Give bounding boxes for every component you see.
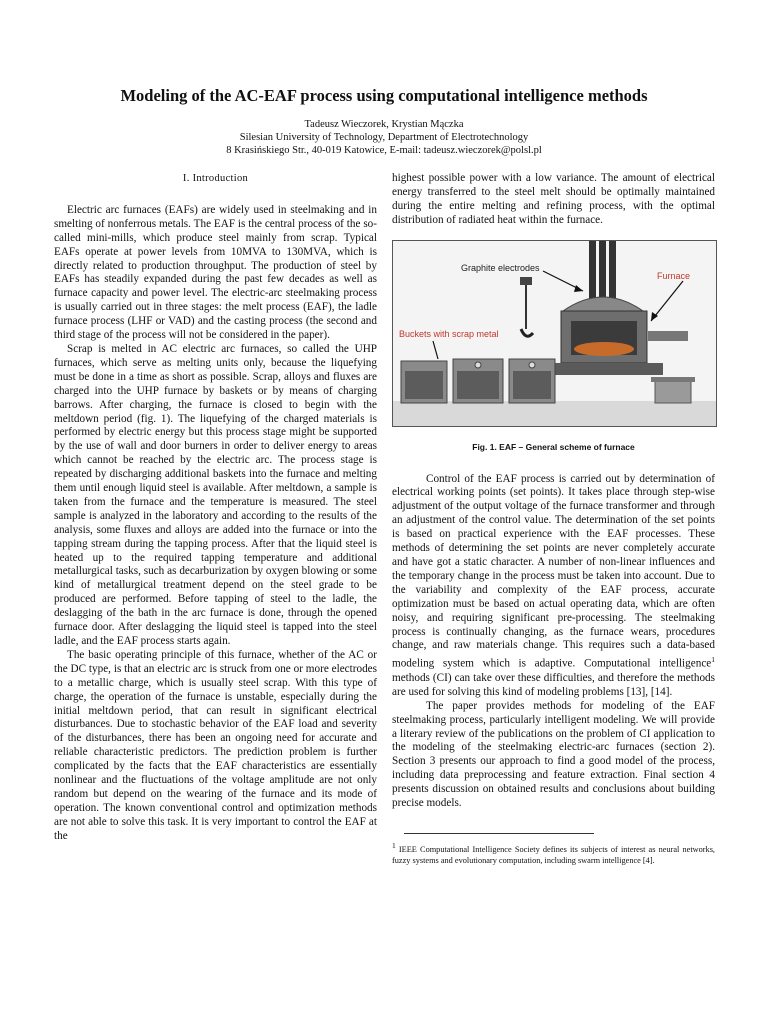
- eaf-diagram: [393, 241, 716, 426]
- author-affiliation: Silesian University of Technology, Department of Electrotechnology: [239, 132, 529, 143]
- footnote: [392, 840, 715, 866]
- figure-caption: Fig. 1. EAF – General scheme of furnace: [472, 441, 635, 452]
- author-address: 8 Krasińskiego Str., 40-019 Katowice, E-mail: tadeusz.wieczorek@polsl.pl: [226, 145, 542, 156]
- right-column: [392, 172, 715, 866]
- label-graphite-electrodes: Graphite electrodes: [461, 262, 540, 273]
- figure-eaf-scheme: [392, 240, 717, 427]
- electrode-2: [599, 241, 606, 303]
- label-furnace: Furnace: [657, 270, 691, 281]
- ladle: [655, 381, 691, 403]
- paragraph-intro-1: Electric arc furnaces (EAFs) are widely used in steelmaking and in smelting of nonferrous metals. The EAF is the central process of the so-called mini-mills, which produce steel mainly from scrap. Typical EAFs operate at power levels from 10MVA to 130MVA, which is directly related to production throughput. The production of steel by EAFs has steadily expanded during the past few decades as well as furnace capacity and power level. The electric-arc steelmaking process is usually carried out in three stages: the melt process (EAF), the ladle furnace process (LHF or VAD) and the casting process (the second and third stage of the process will not be considered in the paper).: [54, 203, 377, 342]
- author-names: Tadeusz Wieczorek, Krystian Mączka: [304, 119, 464, 130]
- section-heading-introduction: I. Introduction: [182, 173, 249, 184]
- electrode-1: [589, 241, 596, 303]
- electrode-3: [609, 241, 616, 303]
- label-buckets: Buckets with scrap metal: [399, 328, 499, 339]
- left-column: [54, 172, 377, 844]
- paragraph-intro-2: Scrap is melted in AC electric arc furnaces, so called the UHP furnaces, which serve as melting units only, because the liquefying must be done in a time as short as possible. Scrap, alloys and fluxes are charged into the UHP furnace by baskets or by means of charging barrows. After charging, the furnace is closed to begin with the meltdown period (fig. 1). The liquefying of the charged materials is performed by electric energy but this process stage might be supported by the use of wall and door burners in order to deliver energy to areas which cannot be reached by the electric arc. The process stage is repeated by discharging additional baskets into the furnace and melting them until enough liquid steel is available. After meltdown, a sample is taken from the furnace and the temperature is measured. The steel sample is analyzed in the laboratory and according to the results of the analysis, some fluxes and alloys are added into the furnace or into the tapping stream during the tapping process. After that the liquid steel is heated up to the required tapping temperature and additional metallurgical tasks, such as decarburization by oxygen blowing or some kind of metallurgical treatment depend on the steel grade to be produced are performed. Before tapping of steel to the ladle, the deslagging of the bath in the arc furnace is done, through the opened furnace door. After deslagging the liquid steel is tapped into the steel ladle, and the EAF process starts again.: [54, 342, 377, 647]
- footnote-number: 1: [392, 841, 396, 851]
- paragraph-control-part-a: Control of the EAF process is carried out by determination of electrical working points (set points). It takes place through step-wise adjustment of the output voltage of the furnace transformer and through an adjustment of the control value. The determination of the set points is based on practical experience with the EAF processes. These methods of determining the set points are never completely accurate and have got a static character. A number of non-linear influences and the temporary change in the process must be taken into account. Due to the variability and complexity of the EAF process, accurate optimization must be based on actual operating data, which are often noisy, and requiring significant pre-processing. The steelmaking process is continually changing, as the furnace wears, procedures change, and raw materials change. This requires such a data-based modeling system which is adaptive. Computational intelligence: [392, 472, 715, 671]
- author-block: [40, 118, 728, 157]
- footnote-text: IEEE Computational Intelligence Society defines its subjects of interest as neural networks, fuzzy systems and evolutionary computation, including swarm intelligence [4].: [392, 844, 715, 865]
- paragraph-control: [392, 473, 715, 700]
- paragraph-continued: highest possible power with a low variance. The amount of electrical energy transferred to the steel melt should be optimally maintained during the entire melting and refining process, with the optimal distribution of radiated heat within the furnace.: [392, 172, 715, 226]
- paper-title: Modeling of the AC-EAF process using computational intelligence methods: [120, 86, 648, 105]
- footnote-divider: [404, 833, 594, 834]
- footnote-marker: 1: [711, 655, 715, 665]
- paragraph-intro-3: The basic operating principle of this furnace, whether of the AC or the DC type, is that an electric arc is struck from one or more electrodes to a metallic charge, which is usually steel scrap. With this type of charge, the operation of the furnace is unstable, especially during the initial meltdown period, that can result in significant electrical disturbances. Due to stochastic behavior of the EAF load and severity of the disturbances, there has been an ongoing need for accurate and reliable characteristic predictors. The prediction problem is further complicated by the facts that the EAF characteristics are essentially nonlinear and the fluctuations of the voltage amplitude are not only random but depend on the wearing of the furnace and its mode of operation. The known conventional control and optimization methods are not able to solve this task. It is very important to control the EAF at the: [54, 648, 377, 842]
- paragraph-overview: The paper provides methods for modeling of the EAF steelmaking process, particularly intelligent modeling. We will provide a literary review of the publications on the problem of CI application to the modeling of the steelmaking electric-arc furnaces (section 2). Section 3 presents our approach to find a good model of the process, including data preprocessing and feature extraction. Final section 4 presents discussion on obtained results and conclusions about building precise models.: [392, 699, 715, 810]
- paragraph-control-part-b: methods (CI) can take over these difficulties, and therefore the methods are used for solving this kind of modeling problems [13], [14].: [392, 671, 715, 698]
